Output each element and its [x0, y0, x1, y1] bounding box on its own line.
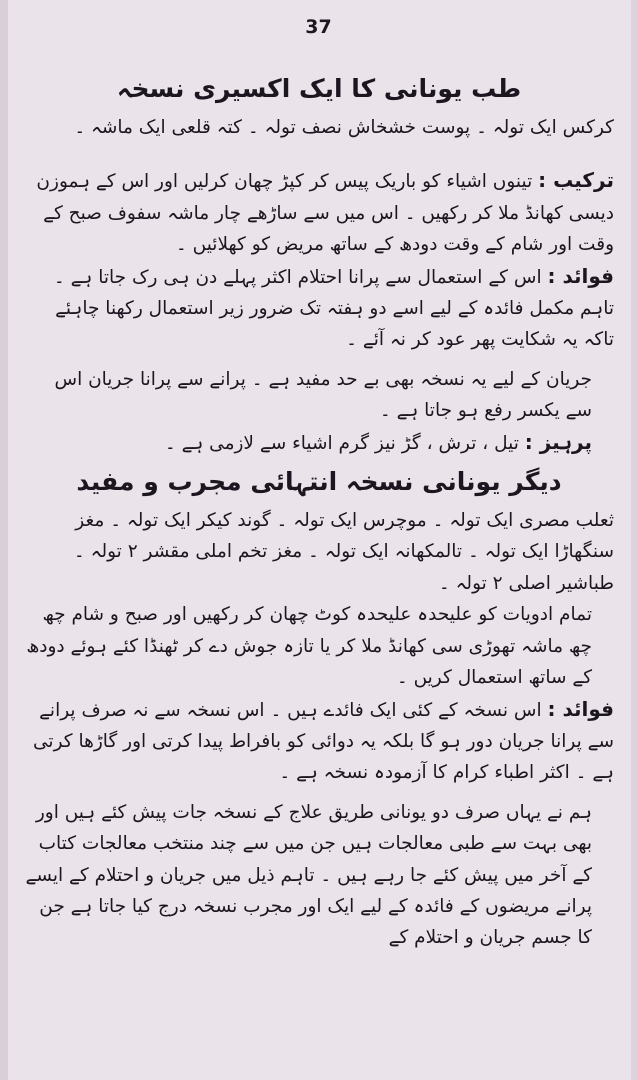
tarkeeb-label: ترکیب :	[538, 168, 614, 193]
parhez-text: تیل ، ترش ، گڑ نیز گرم اشیاء سے لازمی ہے ۔	[164, 432, 519, 454]
section1-jaryan: جریان کے لیے یہ نسخہ بھی بے حد مفید ہے ۔ پرانے سے پرانا جریان اس سے یکسر رفع ہو جاتا ہے ۔	[54, 368, 592, 422]
section2-method: تمام ادویات کو علیحدہ علیحدہ کوٹ چھان کر رکھیں اور صبح و شام چھ چھ ماشہ تھوڑی سی کھانڈ ملا کر یا تازہ جوش دے کر ٹھنڈا کئے ہوئے دودھ کے ساتھ استعمال کریں ۔	[26, 604, 592, 689]
fawaid2-label: فوائد :	[547, 696, 614, 721]
section1-tarkeeb	[24, 165, 614, 260]
fawaid-text: اس کے استعمال سے پرانا احتلام اکثر پہلے دن ہی رک جاتا ہے ۔ تاہم مکمل فائدہ کے لیے اسے دو ہفتہ تک ضرور زیر استعمال رکھنا چاہئے تاکہ یہ شکایت پھر عود کر نہ آئے ۔	[53, 266, 614, 351]
section1-fawaid	[24, 261, 614, 356]
fawaid-label: فوائد :	[547, 263, 614, 288]
section1-ingredients: کرکس ایک تولہ ۔ پوست خشخاش نصف تولہ ۔ کتہ قلعی ایک ماشہ ۔	[74, 117, 614, 138]
tarkeeb-text: تینوں اشیاء کو باریک پیس کر کپڑ چھان کرلیں اور اس کے ہموزن دیسی کھانڈ ملا کر رکھیں ۔ اس میں سے ساڑھے چار ماشہ سفوف صبح کے وقت اور شام کے وقت دودھ کے ساتھ مریض کو کھلائیں ۔	[36, 171, 614, 256]
fawaid2-text: اس نسخہ کے کئی ایک فائدے ہیں ۔ اس نسخہ سے نہ صرف پرانے سے پرانا جریان دور ہو گا بلکہ یہ دوائی کو بافراط پیدا کرتی اور گاڑھا کرتی ہے ۔ اکثر اطباء کرام کا آزمودہ نسخہ ہے ۔	[33, 699, 614, 784]
section1-title: طب یونانی کا ایک اکسیری نسخہ	[116, 74, 522, 103]
section2-ingredients: ثعلب مصری ایک تولہ ۔ موچرس ایک تولہ ۔ گوند کیکر ایک تولہ ۔ مغز سنگھاڑا ایک تولہ ۔ تالمکھانہ ایک تولہ ۔ مغز تخم املی مقشر ۲ تولہ ۔ طباشیر اصلی ۲ تولہ ۔	[73, 510, 614, 594]
page-edge-left	[0, 0, 8, 1080]
section2-title: دیگر یونانی نسخہ انتہائی مجرب و مفید	[76, 467, 562, 497]
section1-parhez	[24, 427, 614, 459]
closing-paragraph: ہم نے یہاں صرف دو یونانی طریق علاج کے نسخہ جات پیش کئے ہیں اور بھی بہت سے طبی معالجات ہیں جن میں سے چند منتخب معالجات کتاب کے آخر میں پیش کئے جا رہے ہیں ۔ تاہم ذیل میں جریان و احتلام کے ایسے پرانے مریضوں کے فائدہ کے لیے ایک اور مجرب نسخہ درج کیا جاتا ہے جن کا جسم جریان و احتلام کے	[25, 801, 592, 949]
page-number: 37	[305, 16, 332, 38]
parhez-label: پرہیز :	[524, 429, 592, 454]
page-body	[24, 66, 614, 954]
page-edge-right	[631, 0, 637, 1080]
section2-fawaid	[24, 694, 614, 789]
